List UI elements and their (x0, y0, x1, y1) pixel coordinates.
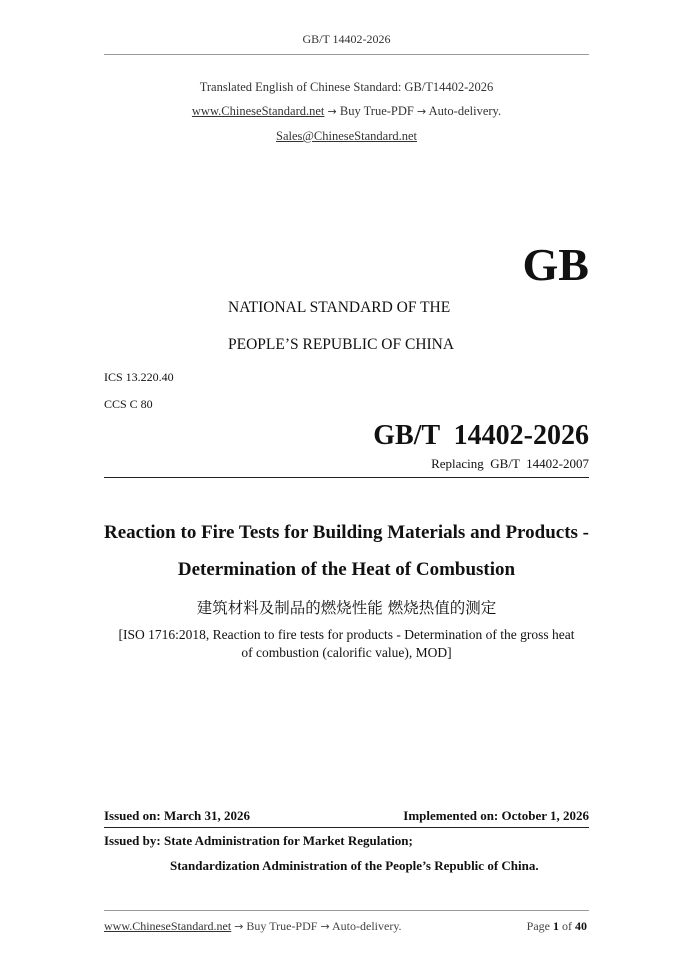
standard-number: GB/T 14402-2026 (373, 420, 589, 451)
title-chinese: 建筑材料及制品的燃烧性能 燃烧热值的测定 (196, 599, 497, 617)
arrow-right-icon: → (327, 105, 337, 118)
arrow-right-icon: → (417, 105, 427, 118)
title-line-1: Reaction to Fire Tests for Building Materials and Products - (103, 522, 590, 543)
gb-mark: GB (522, 239, 589, 290)
issued-on: Issued on: March 31, 2026 (104, 808, 251, 823)
of-label: of (562, 919, 572, 933)
delivery-text: Auto-delivery. (428, 104, 502, 118)
implemented-on: Implemented on: October 1, 2026 (403, 808, 589, 823)
footer-links (104, 919, 402, 934)
site-link[interactable]: www.ChineseStandard.net (191, 104, 325, 118)
banner-email (0, 129, 693, 144)
footer-buy-text: Buy True-PDF (246, 919, 318, 933)
national-standard-line1: NATIONAL STANDARD OF THE (228, 299, 451, 316)
banner-links (0, 104, 693, 119)
ccs-code: CCS C 80 (104, 397, 153, 411)
banner-title: Translated English of Chinese Standard: GB/T14402-2026 (199, 80, 494, 94)
iso-reference (108, 626, 585, 662)
page-total: 40 (575, 919, 587, 933)
header-rule (104, 54, 589, 55)
running-header: GB/T 14402-2026 (302, 32, 391, 46)
email-link[interactable]: Sales@ChineseStandard.net (276, 129, 417, 143)
replacing-note: Replacing GB/T 14402-2007 (431, 456, 589, 471)
footer-rule (104, 910, 589, 911)
footer-delivery-text: Auto-delivery. (332, 919, 402, 933)
national-standard-line2: PEOPLE’S REPUBLIC OF CHINA (228, 336, 455, 353)
iso-reference-line2: of combustion (calorific value), MOD] (241, 645, 452, 660)
issued-by: Issued by: State Administration for Market Regulation; (104, 833, 413, 848)
arrow-right-icon: → (320, 920, 330, 933)
arrow-right-icon: → (234, 920, 244, 933)
ics-code: ICS 13.220.40 (104, 370, 174, 384)
page-indicator (527, 919, 587, 934)
issue-rule (104, 827, 589, 828)
page-number: 1 (553, 919, 559, 933)
iso-reference-line1: [ISO 1716:2018, Reaction to fire tests for products - Determination of the gross heat (118, 627, 575, 642)
issued-by-2: Standardization Administration of the People’s Republic of China. (170, 858, 539, 873)
title-rule (104, 477, 589, 478)
footer-site-link[interactable]: www.ChineseStandard.net (104, 919, 232, 933)
page-label: Page (526, 919, 550, 933)
buy-pdf-text: Buy True-PDF (339, 104, 414, 118)
title-line-2: Determination of the Heat of Combustion (177, 559, 516, 580)
